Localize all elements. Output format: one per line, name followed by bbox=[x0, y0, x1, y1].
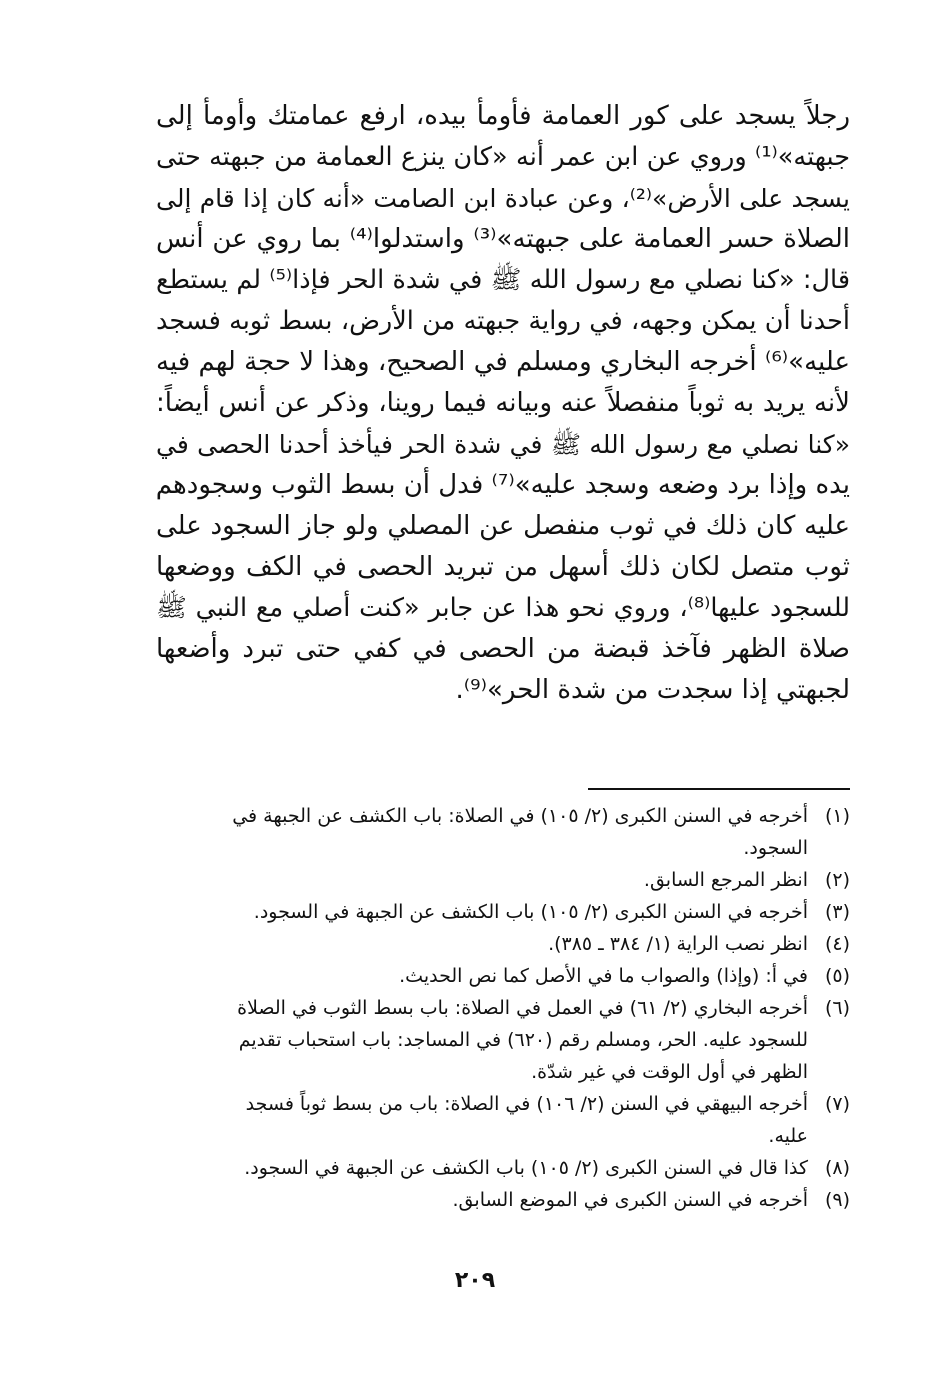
footnote-number: (١) bbox=[824, 805, 850, 827]
main-text-line: يسجد على الأرض»⁽²⁾، وعن عبادة ابن الصامت «أنه كان إذا قام إلى bbox=[156, 184, 850, 213]
footnote-line: الظهر في أول الوقت في غير شدّة. bbox=[531, 1061, 808, 1083]
main-text-line: رجلاً يسجد على كور العمامة فأومأ بيده، ارفع عمامتك وأومأ إلى bbox=[156, 101, 850, 131]
footnote-line: السجود. bbox=[743, 837, 808, 859]
main-text-line: الصلاة حسر العمامة على جبهته»⁽³⁾ واستدلوا⁽⁴⁾ بما روي عن أنس bbox=[156, 224, 851, 254]
main-text-line: لجبهتي إذا سجدت من شدة الحر»⁽⁹⁾. bbox=[455, 675, 850, 705]
footnote-line: انظر المرجع السابق. bbox=[643, 869, 808, 891]
footnote-number: (٣) bbox=[824, 901, 850, 923]
footnote-line: أخرجه البيهقي في السنن (٢/ ١٠٦) في الصلاة: باب من بسط ثوباً فسجد bbox=[245, 1093, 808, 1115]
footnote-number: (٤) bbox=[824, 933, 850, 955]
footnote-line: أخرجه في السنن الكبرى (٢/ ١٠٥) باب الكشف عن الجبهة في السجود. bbox=[253, 901, 808, 923]
footnote-text bbox=[156, 928, 808, 960]
footnote-text bbox=[156, 800, 808, 864]
footnote-line: أخرجه في السنن الكبرى في الموضع السابق. bbox=[452, 1189, 808, 1211]
page-number: ٢٠٩ bbox=[454, 1268, 496, 1293]
footnote bbox=[156, 864, 850, 896]
footnote-text bbox=[156, 1152, 808, 1184]
footnote-number: (٨) bbox=[824, 1157, 850, 1179]
footnote-line: عليه. bbox=[768, 1125, 808, 1147]
main-text-line: قال: «كنا نصلي مع رسول الله ﷺ في شدة الحر فإذا⁽⁵⁾ لم يستطع bbox=[156, 265, 851, 295]
footnote-text bbox=[156, 864, 808, 896]
footnote-number: (٢) bbox=[824, 869, 850, 891]
footnote-text bbox=[156, 960, 808, 992]
footnote-number: (٧) bbox=[824, 1093, 850, 1115]
footnote bbox=[156, 928, 850, 960]
footnote-number: (٥) bbox=[824, 965, 850, 987]
main-text-line: للسجود عليها⁽⁸⁾، وروي نحو هذا عن جابر «كنت أصلي مع النبي ﷺ bbox=[156, 593, 850, 623]
footnote bbox=[156, 1152, 850, 1184]
main-text-line: «كنا نصلي مع رسول الله ﷺ في شدة الحر فيأخذ أحدنا الحصى في bbox=[156, 430, 850, 459]
footnote-line: في أ: (وإذا) والصواب ما في الأصل كما نص الحديث. bbox=[399, 965, 808, 987]
main-text-line: ثوب متصل لكان ذلك أسهل من تبريد الحصى في الكف ووضعها bbox=[156, 552, 850, 582]
main-text-line: أحدنا أن يمكن وجهه، في رواية جبهته من الأرض، بسط ثوبه فسجد bbox=[156, 306, 850, 336]
main-text-body bbox=[156, 96, 850, 711]
main-text-line: جبهته»⁽¹⁾ وروي عن ابن عمر أنه «كان ينزع العمامة من جبهته حتى bbox=[156, 142, 850, 172]
footnote-separator bbox=[588, 788, 850, 790]
footnote-line: كذا قال في السنن الكبرى (٢/ ١٠٥) باب الكشف عن الجبهة في السجود. bbox=[244, 1157, 808, 1179]
footnote bbox=[156, 960, 850, 992]
main-text-line: عليه»⁽⁶⁾ أخرجه البخاري ومسلم في الصحيح، وهذا لا حجة لهم فيه bbox=[156, 347, 850, 377]
main-text-line: يده وإذا برد وضعه وسجد عليه»⁽⁷⁾ فدل أن بسط الثوب وسجودهم bbox=[155, 470, 850, 500]
footnote bbox=[156, 1184, 850, 1216]
footnote-line: للسجود عليه. الحر، ومسلم رقم (٦٢٠) في المساجد: باب استحباب تقديم bbox=[238, 1029, 808, 1051]
footnote-text bbox=[156, 1088, 808, 1152]
footnote-number: (٩) bbox=[824, 1189, 850, 1211]
footnote bbox=[156, 800, 850, 864]
main-text-line: صلاة الظهر فآخذ قبضة من الحصى في كفي حتى تبرد وأضعها bbox=[156, 634, 850, 664]
footnotes bbox=[156, 800, 850, 1216]
main-text-line: عليه كان ذلك في ثوب منفصل عن المصلي ولو جاز السجود على bbox=[156, 511, 850, 541]
footnote-line: أخرجه في السنن الكبرى (٢/ ١٠٥) في الصلاة: باب الكشف عن الجبهة في bbox=[232, 805, 808, 827]
footnote bbox=[156, 1088, 850, 1152]
footnote-text bbox=[156, 992, 808, 1088]
main-text-line: لأنه يريد به ثوباً منفصلاً عنه وبيانه فيما روينا، وذكر عن أنس أيضاً: bbox=[156, 388, 850, 418]
footnote bbox=[156, 992, 850, 1088]
footnote-text bbox=[156, 1184, 808, 1216]
footnote-line: أخرجه البخاري (٢/ ٦١) في العمل في الصلاة: باب بسط الثوب في الصلاة bbox=[237, 997, 808, 1019]
footnote-line: انظر نصب الراية (١/ ٣٨٤ ـ ٣٨٥). bbox=[548, 933, 808, 955]
footnote-text bbox=[156, 896, 808, 928]
footnote-number: (٦) bbox=[824, 997, 850, 1019]
footnote bbox=[156, 896, 850, 928]
